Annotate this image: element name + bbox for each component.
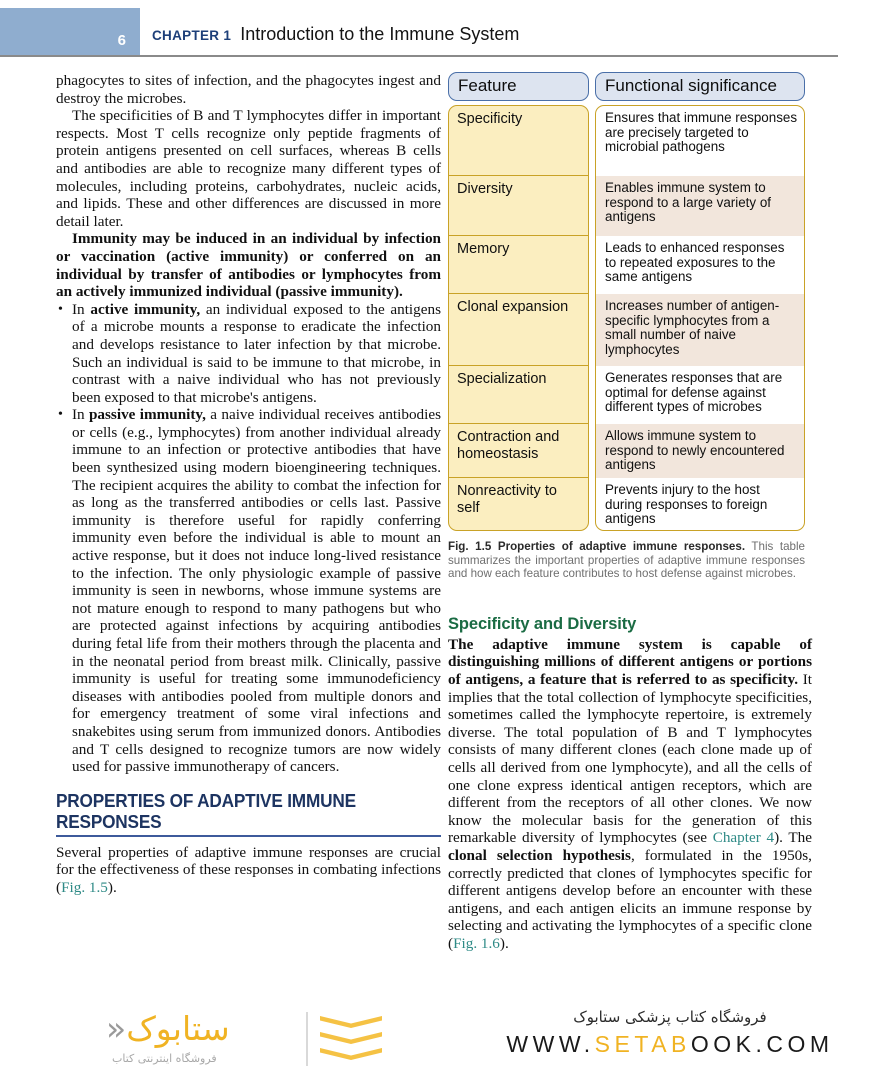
table-feature-column [448,105,589,531]
right-column [448,72,812,952]
table-row: Enables immune system to respond to a large variety of antigens [596,176,804,236]
paragraph-bold-lead: The adaptive immune system is capable of distinguishing millions of different antigens or portions of antigens, a feature that is referred to as specificity. [448,635,812,688]
bullet-dot-icon: • [58,407,63,423]
logo-persian-wordmark [106,1010,230,1048]
page-title: PROPERTIES OF ADAPTIVE IMMUNE RESPONSES [56,789,356,832]
table-significance-column [595,105,805,531]
setabook-logo[interactable] [84,1008,354,1072]
figure-caption-text: This table summarizes the important properties of adaptive immune responses and how each feature contributes to host defense against microbes. [448,540,806,581]
paragraph-body-4: ). [499,934,509,952]
bullet-bold-term: active immunity, [90,300,201,318]
logo-chevron-glyph: « [106,1009,127,1048]
figure-caption-label: Fig. 1.5 Properties of adaptive immune responses. [448,540,746,553]
logo-divider [306,1012,308,1066]
list-item [56,406,441,775]
paragraph-immunity-bold: Immunity may be induced in an individual by infection or vaccination (active immunity) or conferred on an individual by transfer of antibodies or lymphocytes from an actively immunized individual (passive immunity). [56,230,441,301]
table-row: Diversity [449,176,588,236]
figure-link[interactable]: Fig. 1.5 [61,878,108,896]
chevron-down-icon [320,1016,382,1028]
bullet-lead-in: In [72,406,89,424]
paragraph-body-1: It implies that the total collection of lymphocyte specificities, sometimes called the lymphocyte repertoire, is extremely diverse. The total population of B and T lymphocytes consists of many different clones (each clone made up of cells all derived from one lymphocyte), and all the cells of one clone express identical antigen receptors, which are different from the receptors of all other clones. We now know the molecular basis for the generation of this remarkable diversity of lymphocytes (see [448,670,813,847]
table-row: Generates responses that are optimal for defense against different types of microbes [605,370,783,415]
paragraph-section-intro [56,844,441,897]
immunity-bullet-list [56,301,441,776]
chevron-down-icon [320,1048,382,1060]
figure-1-5-table [448,72,805,531]
table-row: Contraction and homeostasis [449,424,588,478]
logo-persian-subtitle: فروشگاه اینترنتی کتاب [112,1052,217,1065]
paragraph-continued: phagocytes to sites of infection, and the phagocytes ingest and destroy the microbes. [56,72,441,107]
footer-watermark [0,1000,876,1080]
section-para-end: ). [107,878,117,896]
chevron-stack-icon [320,1016,384,1068]
page-number-box [0,8,140,55]
bullet-lead-in: In [72,300,91,318]
section-para-start: Several properties of adaptive immune responses are crucial for the effectiveness of these responses in combating infections ( [56,843,441,896]
figure-caption [448,540,805,581]
bullet-dot-icon: • [58,301,63,317]
table-row: Allows immune system to respond to newly encountered antigens [596,424,804,478]
url-seta: SETA [594,1031,672,1057]
left-text-column [56,72,441,897]
bullet-bold-term: passive immunity, [88,406,206,424]
chapter-label: CHAPTER 1 [152,28,232,43]
table-header-row [448,72,805,101]
site-url[interactable] [500,1031,840,1058]
table-row: Increases number of antigen-specific lymphocytes from a small number of naive lymphocytes [596,294,804,366]
logo-persian-main: ستابوک [126,1009,230,1048]
clonal-selection-bold-term: clonal selection hypothesis [448,846,631,864]
paragraph-specificities: The specificities of B and T lymphocytes differ in important respects. Most T cells recognize only peptide fragments of protein antigens presented on cell surfaces, whereas B cells and antibodies are able to recognize many different types of molecules, including proteins, carbohydrates, nucleic acids, and lipids. These and other differences are discussed in more detail later. [56,107,441,230]
page-header [0,0,876,62]
list-item [56,301,441,407]
section-underline-rule [56,835,441,837]
subsection-heading-specificity-diversity: Specificity and Diversity [448,614,637,633]
table-body [448,105,805,531]
table-row: Specialization [449,366,588,424]
page-content [0,62,876,1000]
page-number: 6 [117,32,126,49]
header-divider-rule [0,55,838,57]
url-rest: OOK.COM [690,1031,834,1057]
site-info-block [500,1008,840,1058]
table-header-significance: Functional significance [595,72,805,101]
url-b: B [671,1031,691,1057]
paragraph-body-2: ). The [774,829,812,847]
paragraph-body-3: , formulated in the 1950s, correctly predicted that clones of lymphocytes specific for different antigens develop before an encounter with these antigens, and each antigen elicits an immune response by selecting and activating the lymphocytes of a specific clone ( [448,846,812,952]
chapter-4-link[interactable]: Chapter 4 [712,829,775,847]
paragraph-specificity-diversity [448,636,812,953]
url-www: WWW. [506,1031,595,1057]
table-row: Specificity [449,106,588,176]
site-persian-tagline: فروشگاه کتاب پزشکی ستابوک [573,1008,767,1026]
table-row: Memory [449,236,588,294]
table-header-feature: Feature [448,72,589,101]
section-heading-block [56,790,441,837]
table-row: Clonal expansion [449,294,588,366]
table-row: Ensures that immune responses are precisely targeted to microbial pathogens [605,110,798,155]
table-row: Leads to enhanced responses to repeated exposures to the same antigens [605,240,785,285]
bullet-rest: a naive individual receives antibodies or cells (e.g., lymphocytes) from another individual already immune to an infection or protective antibodies that have been synthesized using modern bioengineering techniques. The recipient acquires the ability to combat the infection for as long as the transferred antibodies or cells last. Passive immunity is therefore useful for rapidly conferring immunity even before the individual is able to mount an active response, but it does not induce long-lived resistance to the infection. The only physiologic example of passive immunity is seen in newborns, whose immune systems are not mature enough to respond to many pathogens but who are protected against infections by acquiring antibodies during fetal life from their mothers through the placenta and in the neonatal period from breast milk. Clinically, passive immunity is useful for treating some immunodeficiency diseases with antibodies pooled from multiple donors and for emergency treatment of some viral infections and snakebites using serum from immunized donors. Antibodies and T cells designed to recognize tumors are now widely used for passive immunotherapy of cancers. [72,406,442,776]
chapter-title: Introduction to the Immune System [240,24,520,44]
table-row: Prevents injury to the host during responses to foreign antigens [605,482,768,527]
chevron-down-icon [320,1032,382,1044]
header-title-group [152,24,519,45]
bullet-rest: an individual exposed to the antigens of a microbe mounts a response to eradicate the infection and develops resistance to later infection by that microbe. Such an individual is said to be immune to that microbe, in contrast with a naive individual who has not previously been exposed to that microbe's antigens. [72,300,441,406]
table-row: Nonreactivity to self [457,483,557,516]
figure-1-6-link[interactable]: Fig. 1.6 [453,934,500,952]
